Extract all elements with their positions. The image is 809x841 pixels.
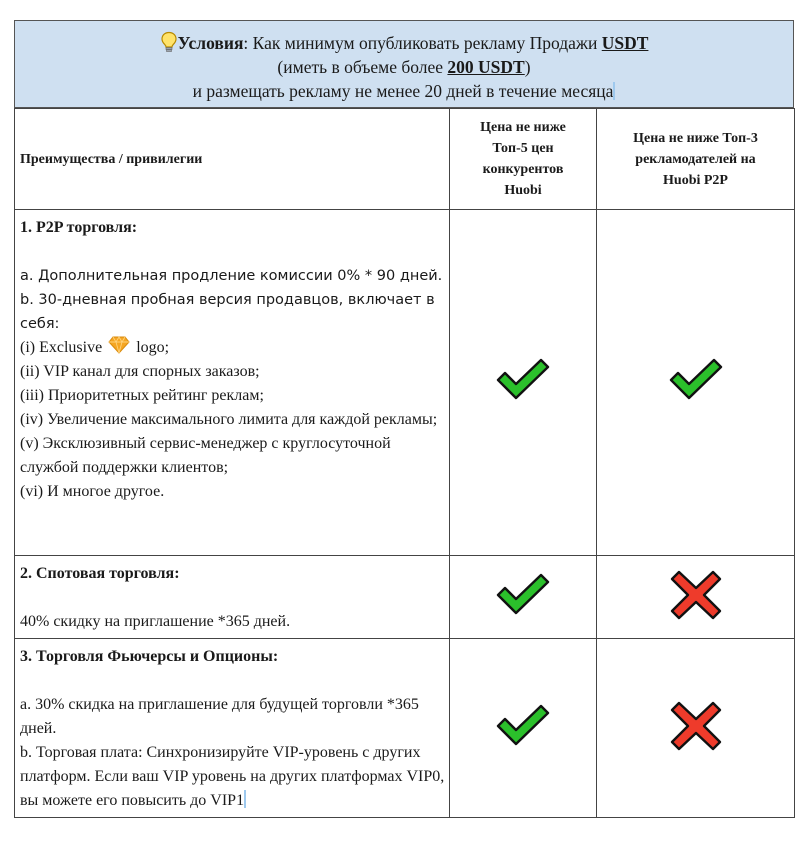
row-line: (iv) Увеличение максимального лимита для каждой рекламы; (20, 411, 438, 428)
text-cursor (613, 82, 615, 100)
row-1-benefits (15, 210, 450, 556)
row-line (20, 741, 445, 813)
table-row (15, 639, 795, 818)
header-top3 (597, 109, 795, 210)
row-2-top5-mark (450, 556, 597, 639)
banner-open: (иметь в объеме более (277, 57, 448, 77)
row-line: 40% скидку на приглашение *365 дней. (20, 613, 291, 630)
row-2-top3-mark (597, 556, 795, 639)
benefits-table (14, 20, 794, 818)
banner-amount: 200 USDT (447, 57, 525, 77)
row-3-top3-mark (597, 639, 795, 818)
row-line-text: b. Торговая плата: Синхронизируйте VIP-уровень с других платформ. Если ваш VIP уровень на других платформах VIP0, вы можете его повысить до VIP1 (20, 744, 445, 809)
row-1-top5-mark (450, 210, 597, 556)
row-title: 1. P2P торговля: (20, 219, 138, 236)
benefits-grid (14, 108, 795, 818)
header-benefits: Преимущества / привилегии (15, 109, 450, 210)
banner-line-2 (15, 55, 793, 79)
table-row (15, 210, 795, 556)
row-line: b. 30-дневная пробная версия продавцов, включает в себя: (20, 292, 435, 332)
lightbulb-icon (160, 31, 178, 53)
row-line: a. 30% скидка на приглашение для будущей торговли *365 дней. (20, 696, 419, 737)
row-line: a. Дополнительная продление комиссии 0% * 90 дней. (20, 268, 443, 284)
check-icon (668, 358, 724, 402)
conditions-label: Условия (177, 33, 244, 53)
check-icon (495, 573, 551, 617)
row-title: 2. Спотовая торговля: (20, 565, 180, 582)
logo-text: logo; (136, 339, 170, 356)
banner-line-1 (15, 31, 793, 55)
cross-icon (670, 570, 722, 620)
table-row (15, 556, 795, 639)
row-title: 3. Торговля Фьючерсы и Опционы: (20, 648, 279, 665)
row-line: (iii) Приоритетных рейтинг реклам; (20, 387, 264, 404)
header-top3-text: Цена не ниже Топ-3 рекламодателей на Huobi P2P (633, 130, 758, 188)
header-top5-text: Цена не ниже Топ-5 цен конкурентов Huobi (480, 120, 566, 198)
header-top5 (450, 109, 597, 210)
header-row (15, 109, 795, 210)
banner-text-1: : Как минимум опубликовать рекламу Продажи (243, 33, 602, 53)
exclusive-text: (i) Exclusive (20, 339, 103, 356)
row-1-top3-mark (597, 210, 795, 556)
conditions-banner (14, 20, 794, 108)
row-3-benefits (15, 639, 450, 818)
row-2-benefits (15, 556, 450, 639)
row-line (20, 336, 445, 360)
diamond-icon (108, 336, 130, 354)
check-icon (495, 358, 551, 402)
banner-text-3: и размещать рекламу не менее 20 дней в течение месяца (192, 81, 614, 101)
text-cursor (244, 790, 246, 808)
cross-icon (670, 701, 722, 751)
banner-currency: USDT (601, 33, 649, 53)
row-3-top5-mark (450, 639, 597, 818)
row-line: (vi) И многое другое. (20, 483, 165, 500)
check-icon (495, 704, 551, 748)
banner-close: ) (524, 57, 531, 77)
banner-line-3 (15, 79, 793, 103)
row-line: (v) Эксклюзивный сервис-менеджер с круглосуточной службой поддержки клиентов; (20, 435, 391, 476)
row-line: (ii) VIP канал для спорных заказов; (20, 363, 260, 380)
